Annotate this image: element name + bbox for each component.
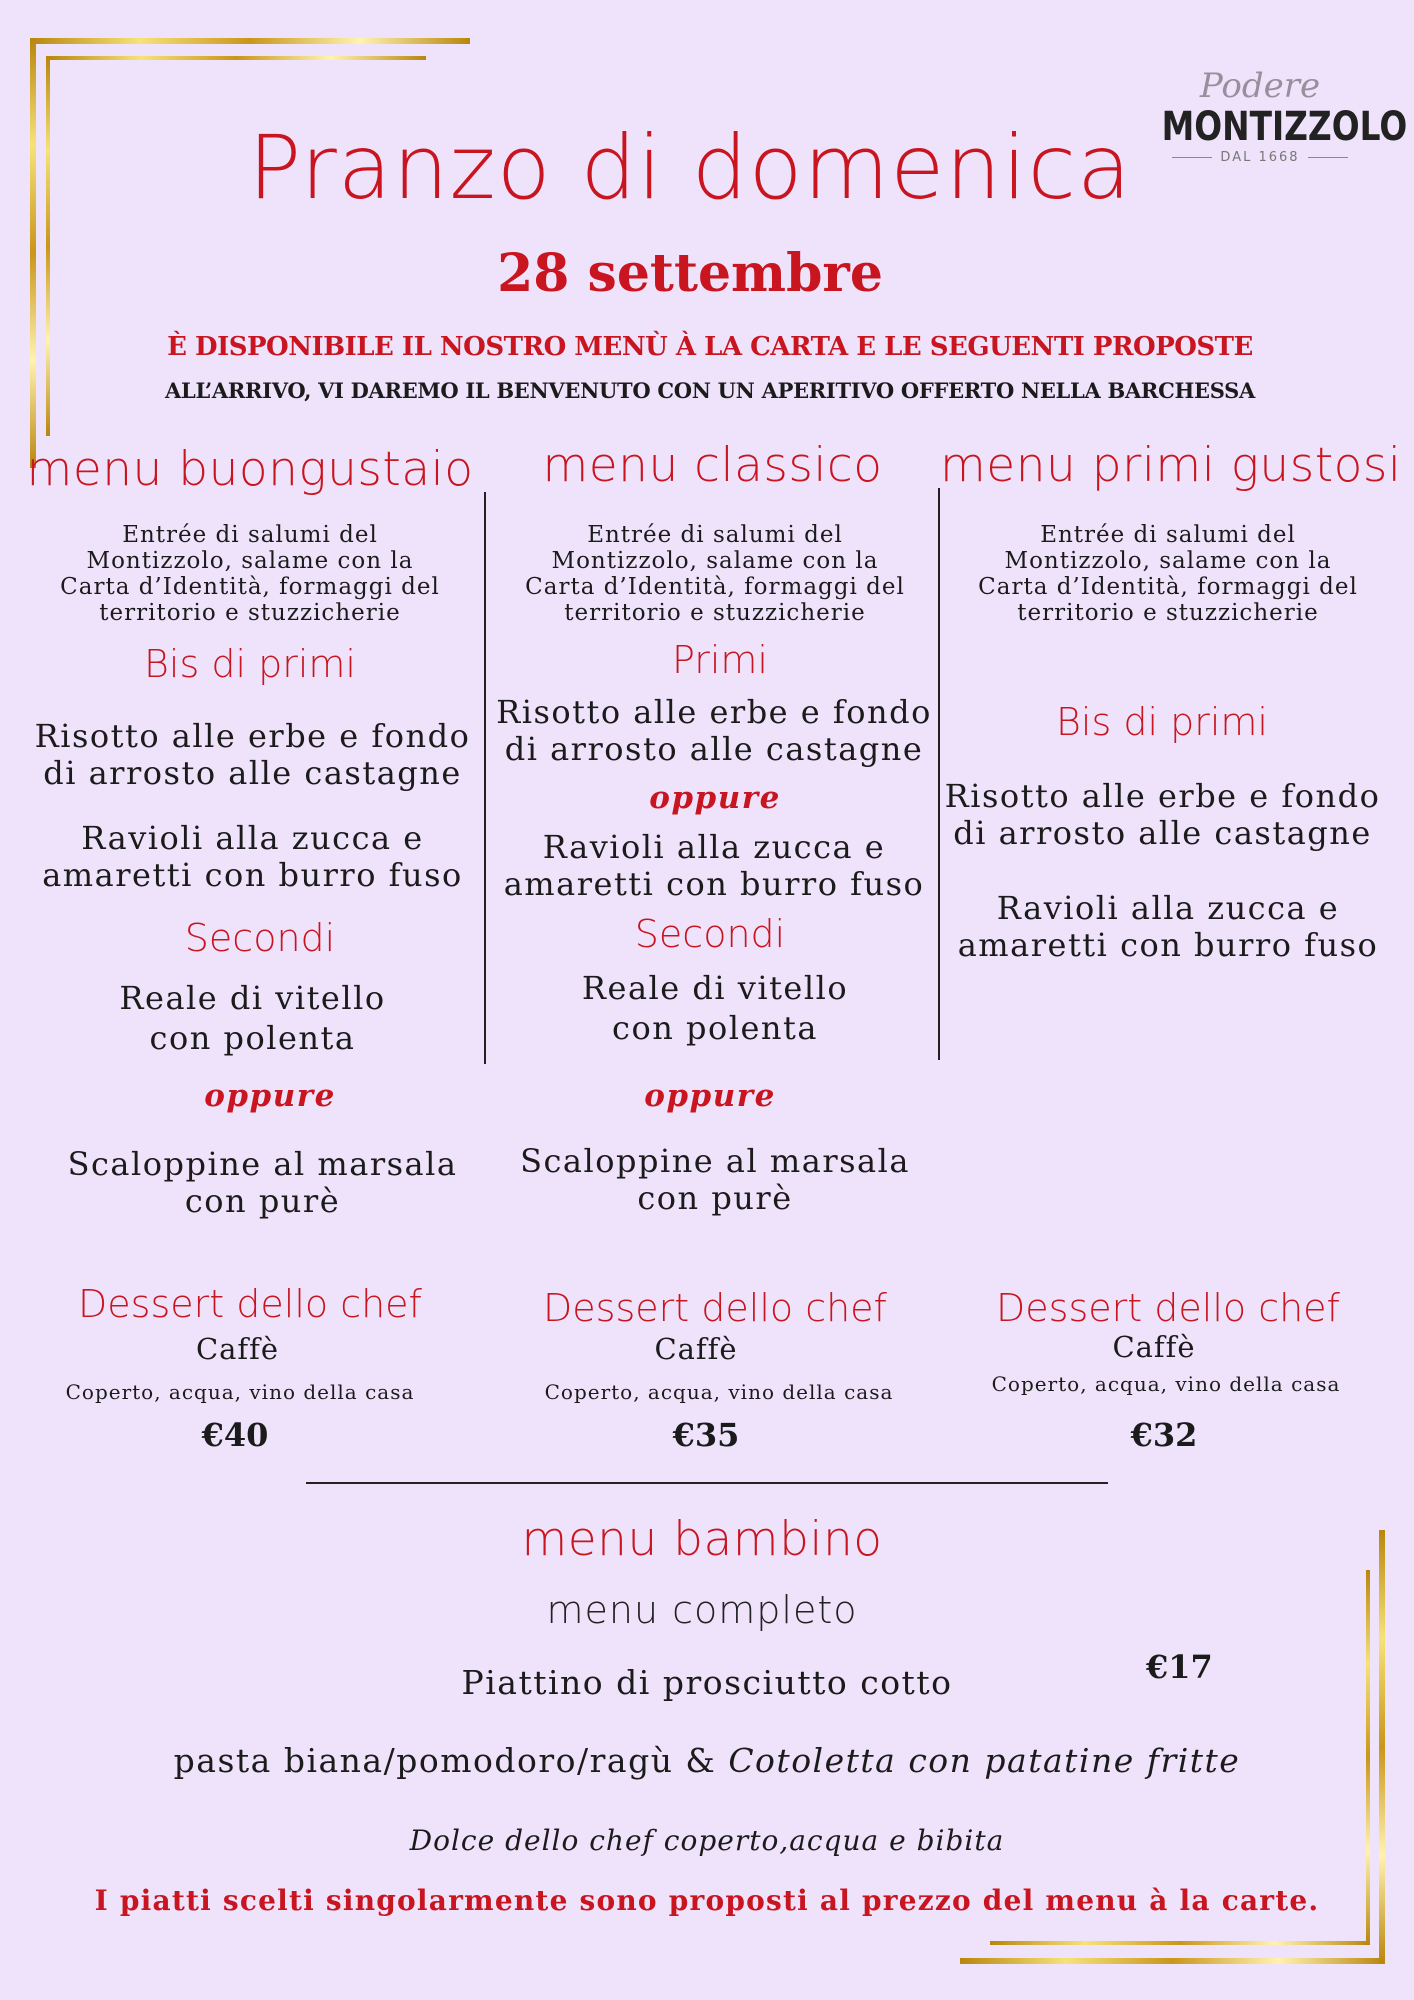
- menu-classico-coperto: Coperto, acqua, vino della casa: [544, 1380, 894, 1404]
- section-divider: [306, 1482, 1108, 1484]
- menu-buongustaio-secondo-2: Scaloppine al marsala con purè: [67, 1145, 458, 1220]
- menu-classico-primo-1: Risotto alle erbe e fondo di arrosto alle castagne: [496, 693, 932, 768]
- gold-frame-bottom-right-v: [1379, 1530, 1385, 1964]
- gold-frame-top-left-v: [30, 38, 36, 468]
- menu-buongustaio-price: €40: [201, 1416, 269, 1454]
- menu-buongustaio-entree: Entrée di salumi del Montizzolo, salame con la Carta d’Identità, formaggi del territorio e stuzzicherie: [60, 522, 440, 626]
- menu-buongustaio-caffe: Caffè: [195, 1332, 280, 1366]
- menu-primi-gustosi-coperto: Coperto, acqua, vino della casa: [991, 1372, 1341, 1396]
- menu-buongustaio-dessert: Dessert dello chef: [78, 1282, 422, 1326]
- column-divider-right: [938, 488, 940, 1060]
- welcome-text: ALL’ARRIVO, VI DAREMO IL BENVENUTO CON UN APERITIVO OFFERTO NELLA BARCHESSA: [164, 378, 1256, 403]
- menu-buongustaio-coperto: Coperto, acqua, vino della casa: [65, 1380, 415, 1404]
- menu-buongustaio-title: menu buongustaio: [26, 442, 474, 497]
- kids-menu-price: €17: [1146, 1648, 1213, 1686]
- menu-primi-gustosi-primo-2: Ravioli alla zucca e amaretti con burro fuso: [957, 889, 1379, 964]
- gold-frame-top-left-h2: [46, 56, 426, 60]
- menu-primi-gustosi-entree: Entrée di salumi del Montizzolo, salame con la Carta d’Identità, formaggi del territorio e stuzzicherie: [978, 522, 1358, 626]
- menu-primi-gustosi-primi-title: Bis di primi: [1056, 700, 1268, 744]
- logo-since: DAL 1668: [1220, 150, 1300, 165]
- menu-classico-secondi-title: Secondi: [634, 912, 786, 956]
- menu-classico-oppure: oppure: [644, 1078, 776, 1114]
- menu-classico-entree: Entrée di salumi del Montizzolo, salame con la Carta d’Identità, formaggi del territorio e stuzzicherie: [525, 522, 905, 626]
- menu-buongustaio-secondo-1: Reale di vitello con polenta: [119, 979, 386, 1057]
- menu-classico-caffe: Caffè: [654, 1332, 738, 1366]
- menu-classico-price: €35: [672, 1416, 740, 1454]
- gold-frame-bottom-right-h2: [990, 1941, 1370, 1945]
- kids-menu-title: menu bambino: [521, 1512, 883, 1567]
- gold-frame-top-left-h: [30, 38, 470, 44]
- kids-menu-line-2: pasta biana/pomodoro/ragù & Cotoletta con patatine fritte: [173, 1741, 1241, 1780]
- logo-name: MONTIZZOLO: [1161, 104, 1408, 150]
- menu-buongustaio-primi-title: Bis di primi: [144, 642, 356, 686]
- gold-frame-bottom-right-h: [960, 1958, 1385, 1964]
- menu-primi-gustosi-title: menu primi gustosi: [940, 438, 1402, 493]
- menu-primi-gustosi-caffe: Caffè: [1112, 1330, 1196, 1364]
- menu-classico-secondo-2: Scaloppine al marsala con purè: [520, 1142, 910, 1217]
- kids-menu-line-3: Dolce dello chef coperto,acqua e bibita: [409, 1824, 1005, 1857]
- menu-buongustaio-primo-1: Risotto alle erbe e fondo di arrosto alle castagne: [34, 717, 471, 792]
- menu-classico-dessert: Dessert dello chef: [543, 1286, 887, 1330]
- menu-classico-primi-title: Primi: [671, 638, 768, 682]
- menu-classico-primo-2: Ravioli alla zucca e amaretti con burro fuso: [503, 828, 925, 903]
- kids-menu-line-1: Piattino di prosciutto cotto: [461, 1663, 953, 1702]
- page-title: Pranzo di domenica: [248, 116, 1132, 219]
- menu-buongustaio-secondi-title: Secondi: [184, 916, 336, 960]
- notice-text: È DISPONIBILE IL NOSTRO MENÙ À LA CARTA E LE SEGUENTI PROPOSTE: [167, 332, 1253, 362]
- footer-note: I piatti scelti singolarmente sono proposti al prezzo del menu à la carte.: [94, 1884, 1320, 1917]
- menu-buongustaio-primo-2: Ravioli alla zucca e amaretti con burro fuso: [42, 819, 463, 894]
- menu-classico-oppure-primi: oppure: [649, 780, 781, 816]
- logo-script: Podere: [1199, 66, 1321, 106]
- menu-classico-secondo-1: Reale di vitello con polenta: [581, 969, 849, 1047]
- gold-frame-top-left-v2: [46, 56, 50, 436]
- menu-buongustaio-oppure: oppure: [204, 1078, 336, 1114]
- date-heading: 28 settembre: [497, 243, 883, 304]
- logo: [1140, 66, 1408, 165]
- menu-primi-gustosi-dessert: Dessert dello chef: [996, 1286, 1340, 1330]
- menu-primi-gustosi-price: €32: [1130, 1416, 1198, 1454]
- kids-menu-subtitle: menu completo: [546, 1588, 858, 1632]
- menu-primi-gustosi-primo-1: Risotto alle erbe e fondo di arrosto alle castagne: [944, 777, 1381, 852]
- gold-frame-bottom-right-v2: [1366, 1570, 1370, 1945]
- menu-classico-title: menu classico: [542, 438, 883, 493]
